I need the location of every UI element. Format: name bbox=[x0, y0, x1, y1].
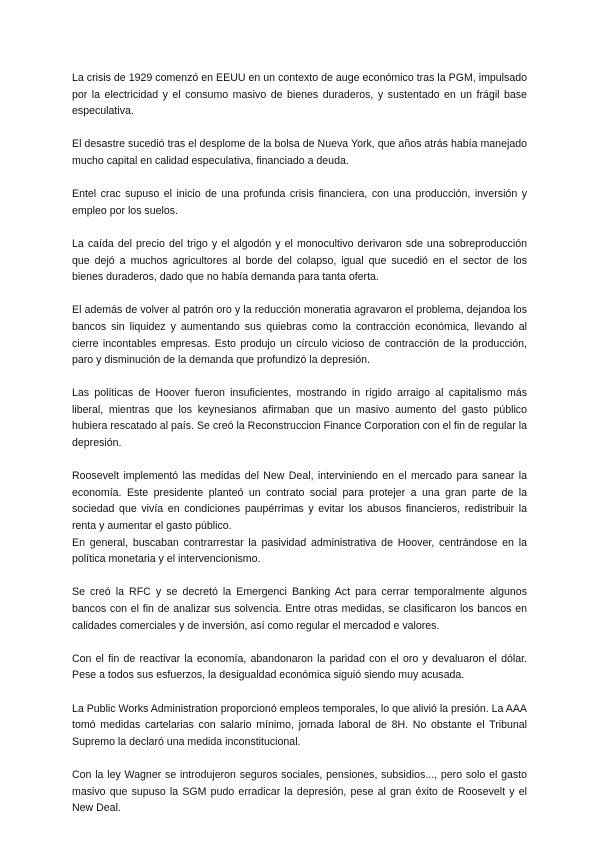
paragraph-banking-act: Se creó la RFC y se decretó la Emergenci Banking Act para cerrar temporalmente algunos bancos con el fin de analizar sus solvencia. Entre otras medidas, se clasificaron los bancos en calidades comerciales y de inversión, así como regular el mercadod e valores. bbox=[72, 586, 527, 632]
paragraph-gold-standard: El además de volver al patrón oro y la reducción moneratia agravaron el problema, dejandoa los bancos sin liquidez y aumentando sus quiebras como la contracción económica, llevando al cierre incontables empresas. Esto produjo un círculo vicioso de contracción de la producción, paro y disminución de la demanda que profundizó la depresión. bbox=[72, 304, 527, 367]
paragraph-overproduction: La caída del precio del trigo y el algodón y el monocultivo derivaron sde una sobreproducción que dejó a muchos agricultores al borde del colapso, igual que sucedió en el sector de los bienes duraderos, dado que no había demanda para tanta oferta. bbox=[72, 237, 527, 284]
paragraph-public-works: La Public Works Administration proporcionó empleos temporales, lo que alivió la presión. La AAA tomó medidas cartelarias con salario mínimo, jornada laboral de 8H. No obstante el Tribunal Supremo la declaró una medida inconstitucional. bbox=[72, 702, 527, 748]
paragraph-hoover-policies: Las políticas de Hoover fueron insuficientes, mostrando in rígido arraigo al capitalismo más liberal, mientras que los keynesianos afirmaban que un masivo aumento del gasto público hubiera rescatado al país. Se creó la Reconstruccion Finance Corporation con el fin de regular la depresión. bbox=[72, 387, 527, 450]
paragraph-wagner-act: Con la ley Wagner se introdujeron seguros sociales, pensiones, subsidios..., pero solo el gasto masivo que supuso la SGM pudo erradicar la depresión, pese al gran éxito de Roosevelt y el New Deal. bbox=[72, 768, 527, 815]
document-page bbox=[72, 70, 527, 833]
paragraph-new-deal: Roosevelt implementó las medidas del New Deal, interviniendo en el mercado para sanear la economía. Este presidente planteó un contrato social para protejer a una gran parte de la sociedad que vivía en condiciones paupérrimas y evitar los abusos financieros, redistribuir la renta y aumentar el gasto público. bbox=[72, 470, 527, 533]
paragraph-financial-crisis: Entel crac supuso el inicio de una profunda crisis financiera, con una producción, inversión y empleo por los suelos. bbox=[72, 188, 527, 217]
paragraph-new-deal-summary: En general, buscaban contrarrestar la pasividad administrativa de Hoover, centrándose en la política monetaria y el intervencionismo. bbox=[72, 536, 527, 566]
paragraph-crisis-origin: La crisis de 1929 comenzó en EEUU en un contexto de auge económico tras la PGM, impulsado por la electricidad y el consumo masivo de bienes duraderos, y sustentado en un frágil base especulativa. bbox=[72, 72, 527, 118]
paragraph-gold-parity: Con el fin de reactivar la economía, abandonaron la paridad con el oro y devaluaron el dólar. Pese a todos sus esfuerzos, la desigualdad económica siguió siendo muy acusada. bbox=[72, 652, 527, 682]
paragraph-stock-crash: El desastre sucedió tras el desplome de la bolsa de Nueva York, que años atrás había manejado mucho capital en calidad especulativa, financiado a deuda. bbox=[72, 138, 527, 167]
